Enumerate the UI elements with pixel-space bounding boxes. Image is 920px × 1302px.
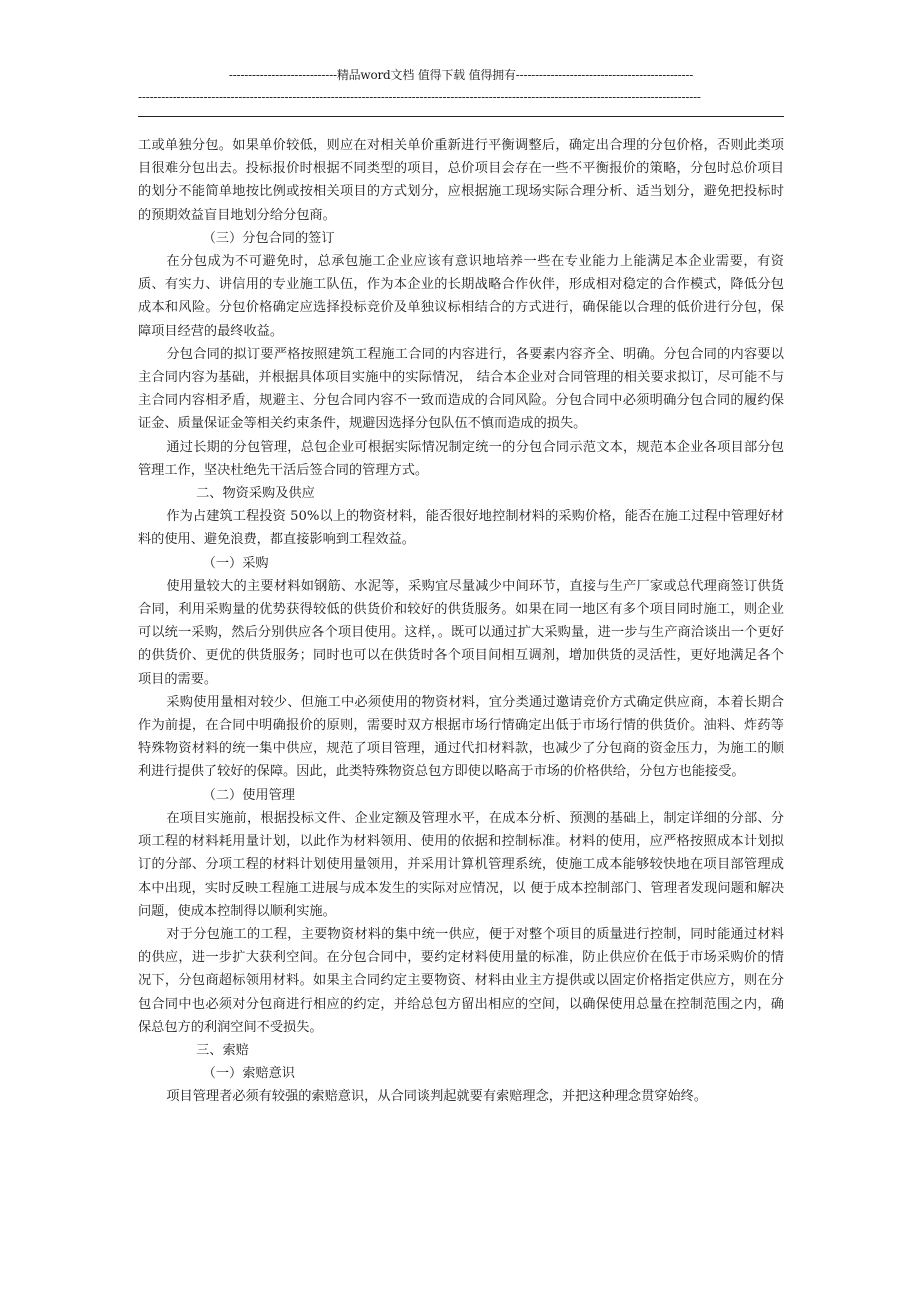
header-divider (138, 116, 784, 117)
document-body (138, 134, 784, 1109)
paragraph: 使用量较大的主要材料如钢筋、水泥等，采购宜尽量减少中间环节，直接与生产厂家或总代理商签订供货合同，利用采购量的优势获得较低的供货价和较好的供货服务。如果在同一地区有多个项目同时施工，则企业可以统一采购，然后分别供应各个项目使用。这样，。既可以通过扩大采购量，进一步与生产商洽谈出一个更好的供货价、更优的供货服务；同时也可以在供货时各个项目间相互调剂，增加供货的灵活性，更好地满足各个项目的需要。 (138, 578, 784, 687)
paragraph: 在项目实施前，根据投标文件、企业定额及管理水平，在成本分析、预测的基础上，制定详细的分部、分项工程的材料耗用量计划，以此作为材料领用、使用的依据和控制标准。材料的使用，应严格按照成本计划拟订的分部、分项工程的材料计划使用量领用，并采用计算机管理系统，使施工成本能够较快地在项目部管理成本中出现，实时反映工程施工进展与成本发生的实际对应情况，以 便于成本控制部门、管理者发现问题和解决问题，使成本控制得以顺利实施。 (138, 810, 784, 919)
paragraph: 通过长期的分包管理，总包企业可根据实际情况制定统一的分包合同示范文本，规范本企业各项目部分包管理工作，坚决杜绝先干活后签合同的管理方式。 (138, 439, 784, 478)
section-heading-claims: 三、索赔 (196, 1042, 249, 1058)
section-heading-procurement: 二、物资采购及供应 (196, 486, 315, 502)
paragraph: 对于分包施工的工程，主要物资材料的集中统一供应，便于对整个项目的质量进行控制，同时能通过材料的供应，进一步扩大获利空间。在分包合同中，要约定材料使用量的标准，防止供应价在低于市场采购价的情况下，分包商超标领用材料。如果主合同约定主要物资、材料由业主方提供或以固定价格指定供应方，则在分包合同中也必须对分包商进行相应的约定，并给总包方留出相应的空间，以确保使用总量在控制范围之内，确保总包方的利润空间不受损失。 (138, 926, 784, 1035)
section-heading-purchase: （一）采购 (202, 555, 269, 571)
page-header (138, 64, 784, 108)
paragraph: 在分包成为不可避免时，总承包施工企业应该有意识地培养一些在专业能力上能满足本企业需要，有资质、有实力、讲信用的专业施工队伍，作为本企业的长期战略合作伙伴，形成相对稳定的合作模式，降低分包成本和风险。分包价格确定应选择投标竞价及单独议标相结合的方式进行，确保能以合理的低价进行分包，保障项目经营的最终收益。 (138, 254, 784, 339)
section-heading-usage: （二）使用管理 (202, 787, 295, 803)
header-line-2: -------------------------------------------------------------------------------------------------------------------------------------------------- (138, 90, 701, 104)
paragraph: 分包合同的拟订要严格按照建筑工程施工合同的内容进行，各要素内容齐全、明确。分包合同的内容要以主合同内容为基础，并根据具体项目实施中的实际情况， 结合本企业对合同管理的相关要求拟订，尽可能不与主合同内容相矛盾，规避主、分包合同内容不一致而造成的合同风险。分包合同中必须明确分包合同的履约保证金、质量保证金等相关约束条件，规避因选择分包队伍不慎而造成的损失。 (138, 346, 784, 432)
header-line-1: ----------------------------精品word文档 值得下载 值得拥有---------------------------------------------- (228, 68, 694, 82)
paragraph: 采购使用量相对较少、但施工中必须使用的物资材料，宜分类通过邀请竞价方式确定供应商，本着长期合作为前提，在合同中明确报价的原则，需要时双方根据市场行情确定出低于市场行情的供货价。油料、炸药等特殊物资材料的统一集中供应，规范了项目管理，通过代扣材料款，也减少了分包商的资金压力，为施工的顺利进行提供了较好的保障。因此，此类特殊物资总包方即使以略高于市场的价格供给，分包方也能接受。 (138, 694, 784, 780)
section-heading-contract: （三）分包合同的签订 (202, 230, 335, 246)
paragraph: 工或单独分包。如果单价较低，则应在对相关单价重新进行平衡调整后，确定出合理的分包价格，否则此类项目很难分包出去。投标报价时根据不同类型的项目，总价项目会存在一些不平衡报价的策略，分包时总价项目的划分不能简单地按比例或按相关项目的方式划分，应根据施工现场实际合理分析、适当划分，避免把投标时的预期效益盲目地划分给分包商。 (138, 138, 784, 223)
section-heading-claims-awareness: （一）索赔意识 (202, 1066, 295, 1082)
paragraph: 作为占建筑工程投资 50%以上的物资材料，能否很好地控制材料的采购价格，能否在施工过程中管理好材料的使用、避免浪费，都直接影响到工程效益。 (138, 509, 784, 548)
paragraph: 项目管理者必须有较强的索赔意识，从合同谈判起就要有索赔理念，并把这种理念贯穿始终。 (166, 1089, 708, 1105)
